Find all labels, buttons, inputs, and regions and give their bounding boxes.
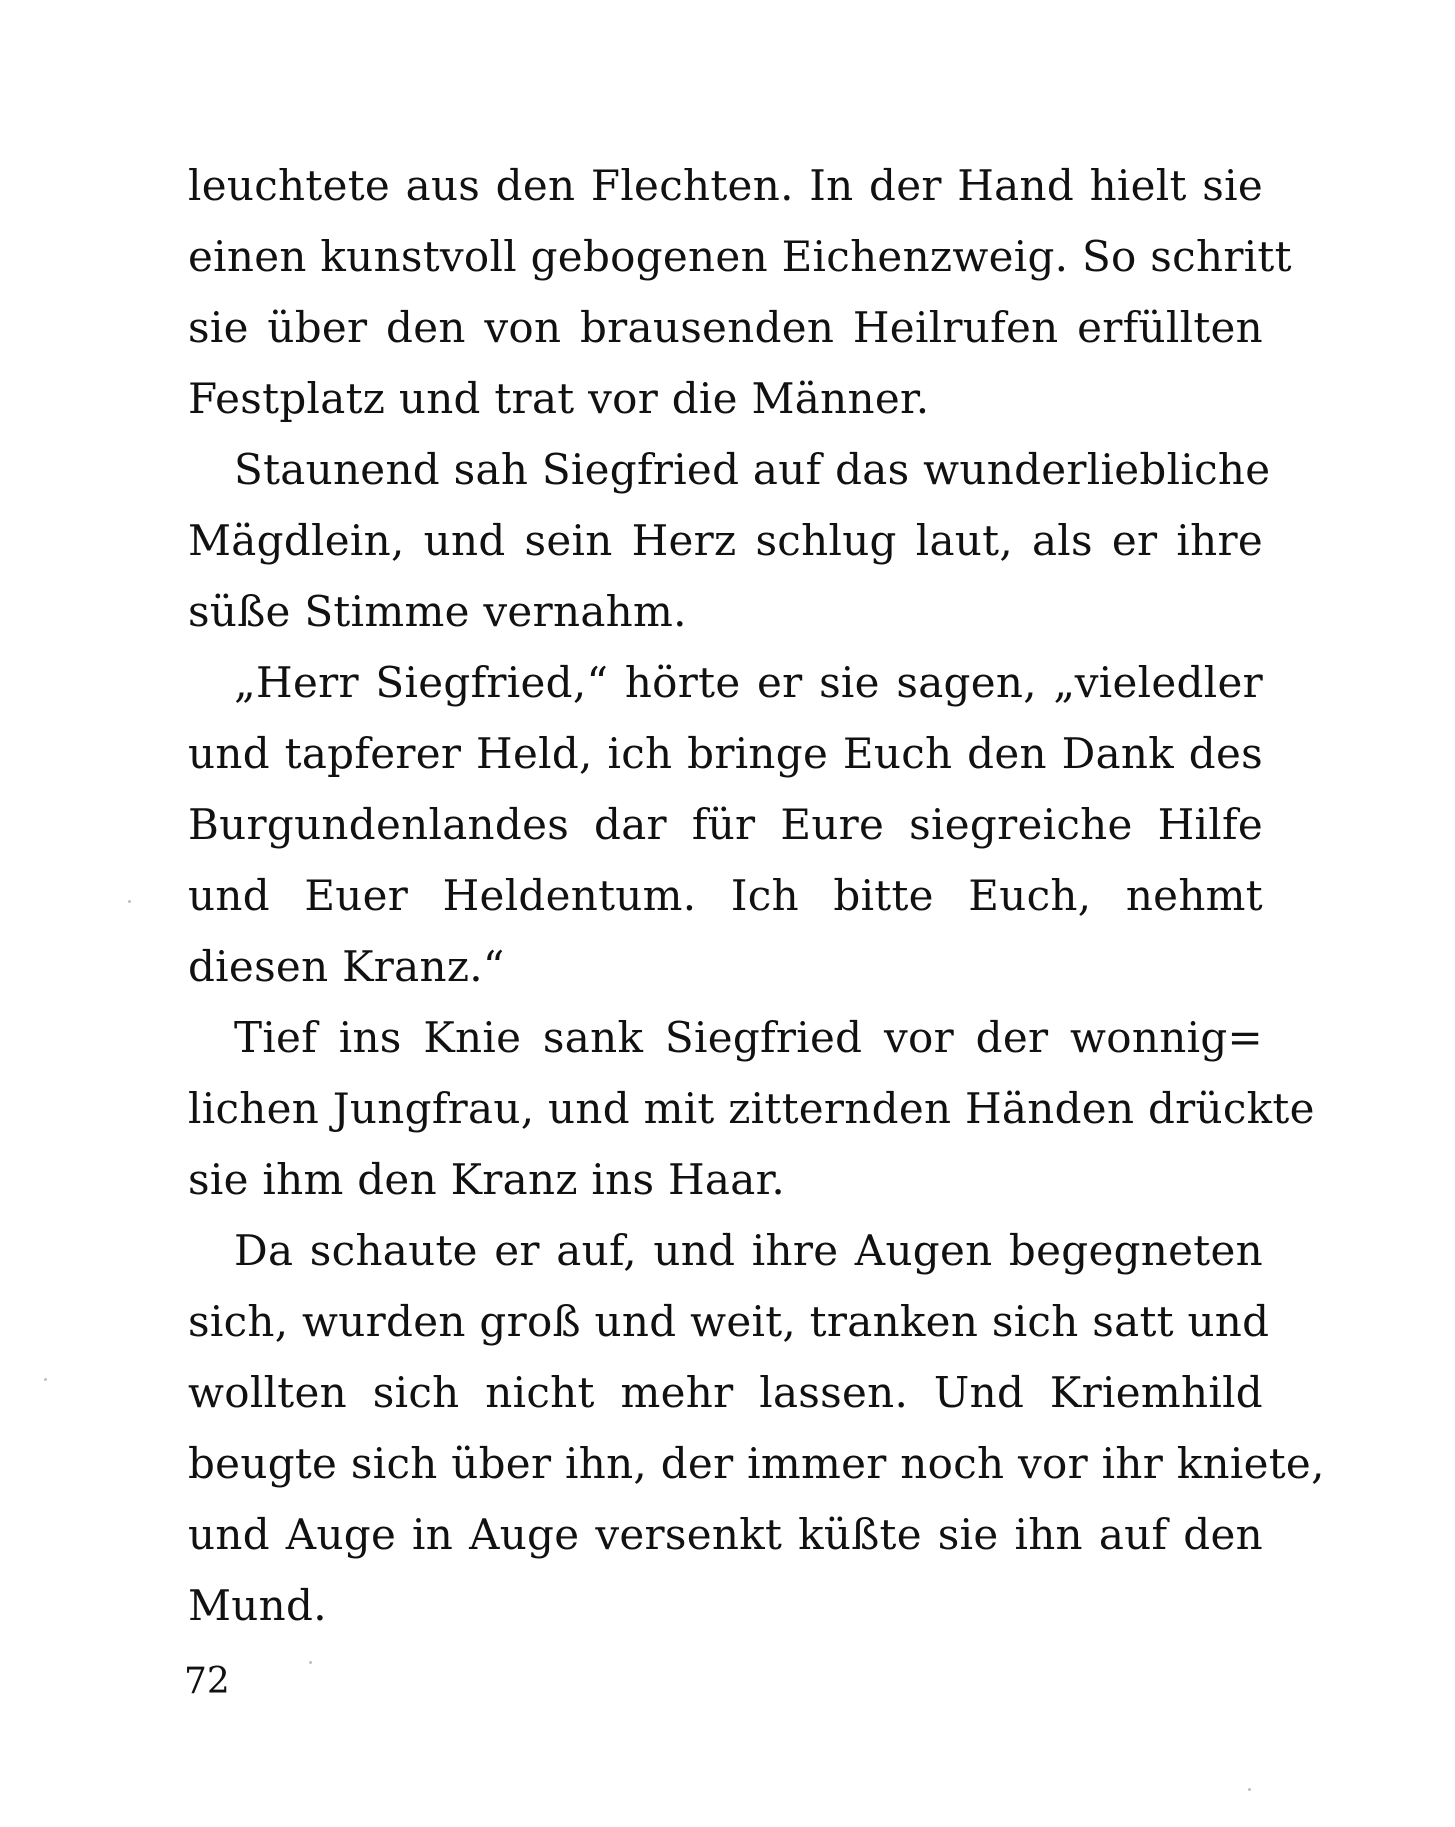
paper-speck — [44, 1378, 47, 1381]
text-line: sie über den von brausenden Heilrufen erfüllten — [188, 303, 1263, 352]
text-line: leuchtete aus den Flechten. In der Hand hielt sie — [188, 161, 1263, 210]
text-line: und tapferer Held, ich bringe Euch den Dank des — [188, 729, 1263, 778]
text-line: sie ihm den Kranz ins Haar. — [188, 1155, 786, 1204]
text-line: Mägdlein, und sein Herz schlug laut, als er ihre — [188, 516, 1263, 565]
text-line: und Auge in Auge versenkt küßte sie ihn auf den — [188, 1510, 1263, 1559]
text-line: Mund. — [188, 1581, 327, 1630]
paper-speck — [128, 900, 131, 903]
text-line: süße Stimme vernahm. — [188, 587, 687, 636]
paper-speck — [1248, 1788, 1251, 1791]
text-line: beugte sich über ihn, der immer noch vor ihr kniete, — [188, 1439, 1325, 1488]
text-line: lichen Jungfrau, und mit zitternden Händen drückte — [188, 1084, 1315, 1133]
paper-speck — [309, 1661, 312, 1664]
text-line: Tief ins Knie sank Siegfried vor der wonnig= — [234, 1013, 1263, 1062]
text-line: und Euer Heldentum. Ich bitte Euch, nehmt — [188, 871, 1263, 920]
text-line: „Herr Siegfried,“ hörte er sie sagen, „vieledler — [234, 658, 1263, 707]
body-text — [188, 150, 1325, 1641]
text-line: Burgundenlandes dar für Eure siegreiche Hilfe — [188, 800, 1263, 849]
text-line: Festplatz und trat vor die Männer. — [188, 374, 930, 423]
text-line: einen kunstvoll gebogenen Eichenzweig. So schritt — [188, 232, 1292, 281]
text-line: Staunend sah Siegfried auf das wunderliebliche — [234, 445, 1271, 494]
text-line: diesen Kranz.“ — [188, 942, 505, 991]
text-line: Da schaute er auf, und ihre Augen begegneten — [234, 1226, 1263, 1275]
text-line: sich, wurden groß und weit, tranken sich satt und — [188, 1297, 1270, 1346]
page-number: 72 — [184, 1661, 230, 1702]
text-line: wollten sich nicht mehr lassen. Und Kriemhild — [188, 1368, 1263, 1417]
